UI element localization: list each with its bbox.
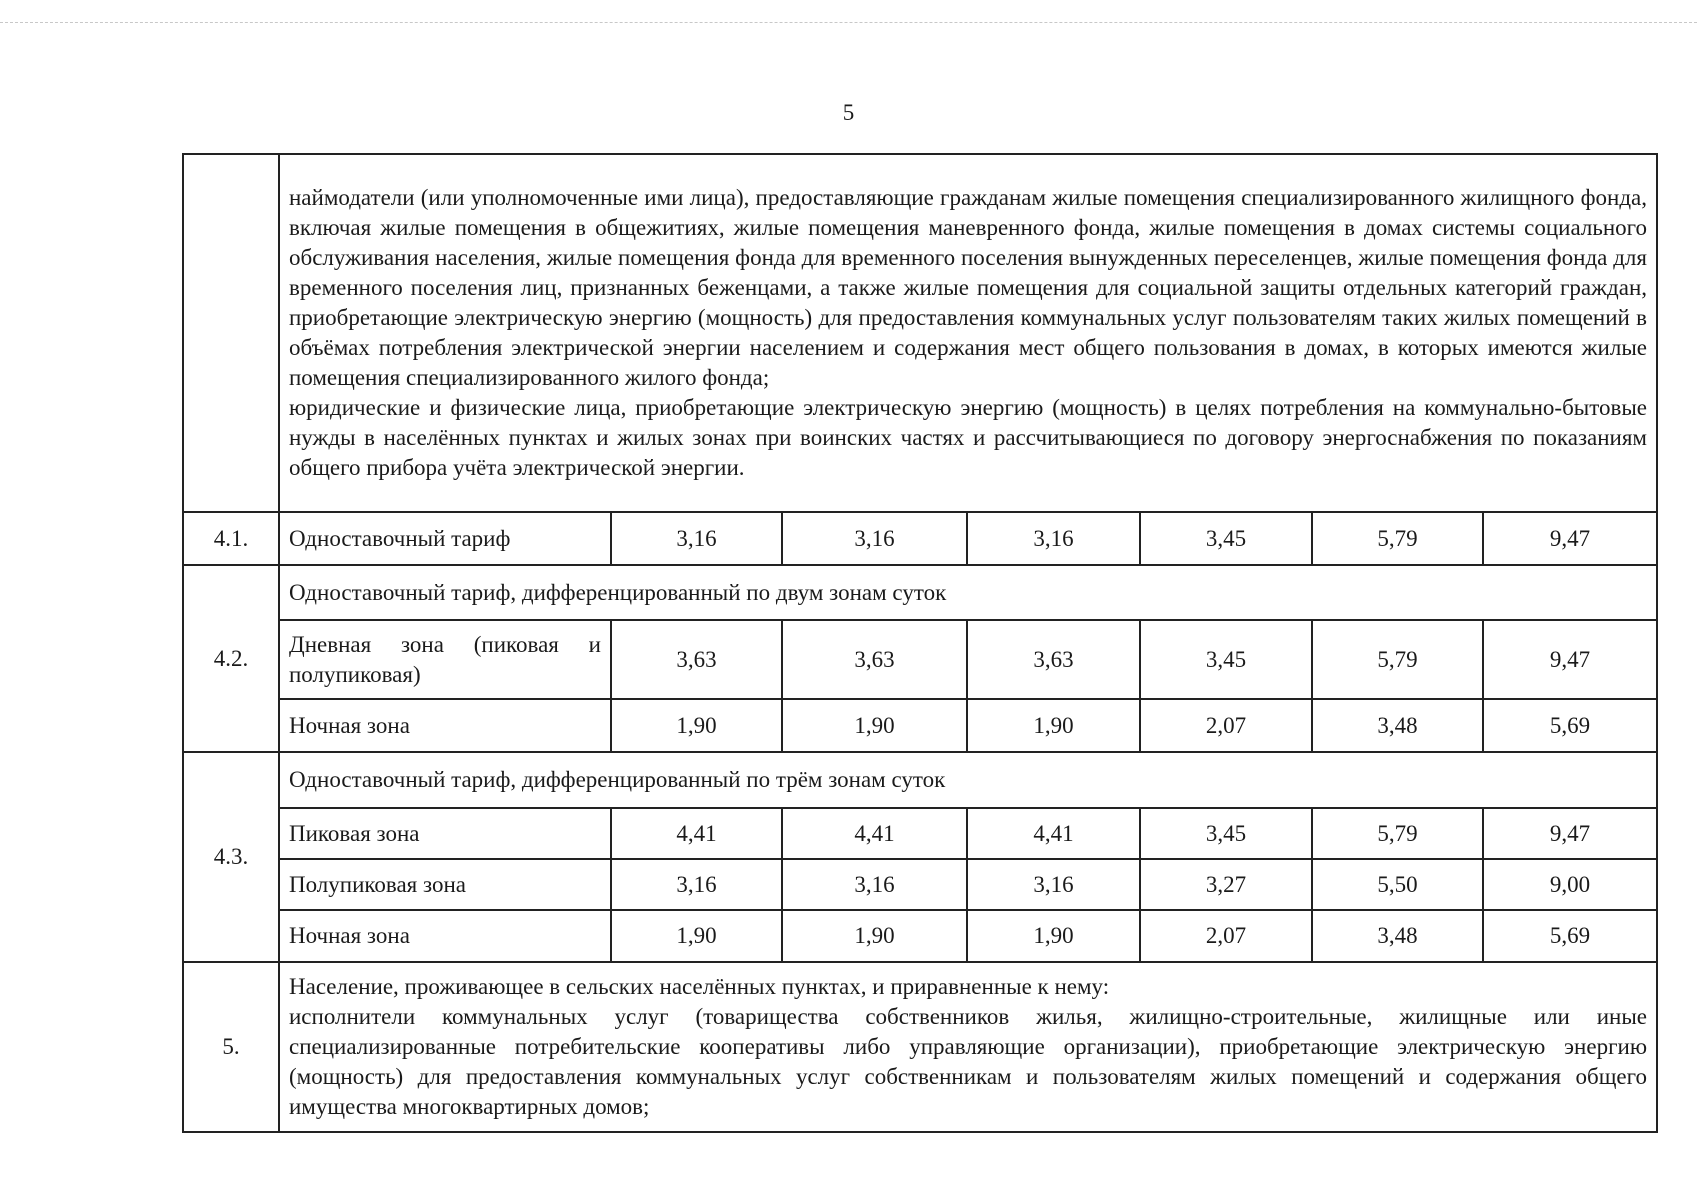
value-cell: 3,63 xyxy=(782,620,967,699)
value-cell: 1,90 xyxy=(782,699,967,752)
row-number: 4.2. xyxy=(183,565,279,752)
value-cell: 3,16 xyxy=(782,859,967,910)
page-number: 5 xyxy=(842,100,855,125)
row-5-paragraph-2: исполнители коммунальных услуг (товарищества собственников жилья, жилищно-строительные, жилищные или иные специализированные потребительские кооперативы либо управляющие организации), приобретающие электрическую энергию (мощность) для предоставления коммунальных услуг собственникам и пользователям жилых помещений и содержания общего имущества многоквартирных домов; xyxy=(289,1004,1647,1119)
value-cell: 2,07 xyxy=(1140,699,1312,752)
value-cell: 3,16 xyxy=(782,512,967,565)
table-row-5 xyxy=(183,962,1657,1132)
table-row-4-2-header xyxy=(183,565,1657,620)
value-cell: 5,79 xyxy=(1312,620,1483,699)
row-label: Полупиковая зона xyxy=(279,859,611,910)
value-cell: 9,47 xyxy=(1483,808,1657,859)
table-row-4-3-header xyxy=(183,752,1657,808)
row-number: 4.1. xyxy=(183,512,279,565)
value-cell: 3,27 xyxy=(1140,859,1312,910)
intro-paragraph-1: наймодатели (или уполномоченные ими лица), предоставляющие гражданам жилые помещения специализированного жилищного фонда, включая жилые помещения в общежитиях, жилые помещения маневренного фонда, жилые помещения в домах системы социального обслуживания населения, жилые помещения фонда для временного поселения вынужденных переселенцев, жилые помещения фонда для временного поселения лиц, признанных беженцами, а также жилые помещения для социальной защиты отдельных категорий граждан, приобретающие электрическую энергию (мощность) для предоставления коммунальных услуг пользователям таких жилых помещений в объёмах потребления электрической энергии населением и содержания мест общего пользования в домах, в которых имеются жилые помещения специализированного жилого фонда; xyxy=(289,185,1647,390)
value-cell: 3,45 xyxy=(1140,620,1312,699)
value-cell: 4,41 xyxy=(782,808,967,859)
value-cell: 5,79 xyxy=(1312,808,1483,859)
table-row-4-3-semipeak xyxy=(183,859,1657,910)
value-cell: 4,41 xyxy=(611,808,782,859)
value-cell: 3,63 xyxy=(967,620,1140,699)
row-label: Одноставочный тариф xyxy=(279,512,611,565)
value-cell: 3,45 xyxy=(1140,808,1312,859)
value-cell: 4,41 xyxy=(967,808,1140,859)
scan-edge-line xyxy=(0,22,1697,23)
table-row-4-3-night xyxy=(183,910,1657,962)
table-row-4-2-night xyxy=(183,699,1657,752)
value-cell: 5,79 xyxy=(1312,512,1483,565)
row-number: 5. xyxy=(183,962,279,1132)
cell-intro-num xyxy=(183,154,279,512)
value-cell: 1,90 xyxy=(967,910,1140,962)
row-label: Пиковая зона xyxy=(279,808,611,859)
row-label: Ночная зона xyxy=(279,699,611,752)
value-cell: 3,16 xyxy=(611,859,782,910)
value-cell: 5,50 xyxy=(1312,859,1483,910)
value-cell: 3,48 xyxy=(1312,699,1483,752)
value-cell: 1,90 xyxy=(611,699,782,752)
value-cell: 5,69 xyxy=(1483,910,1657,962)
table-row-4-1 xyxy=(183,512,1657,565)
value-cell: 2,07 xyxy=(1140,910,1312,962)
row-number: 4.3. xyxy=(183,752,279,962)
value-cell: 1,90 xyxy=(967,699,1140,752)
row-5-paragraph-1: Население, проживающее в сельских населённых пунктах, и приравненные к нему: xyxy=(289,974,1110,999)
value-cell: 3,63 xyxy=(611,620,782,699)
value-cell: 9,00 xyxy=(1483,859,1657,910)
table-row-intro xyxy=(183,154,1657,512)
intro-paragraph-2: юридические и физические лица, приобретающие электрическую энергию (мощность) в целях потребления на коммунально-бытовые нужды в населённых пунктах и жилых зонах при воинских частях и рассчитывающиеся по договору энергоснабжения по показаниям общего прибора учёта электрической энергии. xyxy=(289,395,1647,480)
table-row-4-3-peak xyxy=(183,808,1657,859)
value-cell: 3,48 xyxy=(1312,910,1483,962)
value-cell: 3,45 xyxy=(1140,512,1312,565)
value-cell: 1,90 xyxy=(611,910,782,962)
value-cell: 1,90 xyxy=(782,910,967,962)
value-cell: 3,16 xyxy=(611,512,782,565)
cell-row-5-text xyxy=(279,962,1657,1132)
value-cell: 9,47 xyxy=(1483,512,1657,565)
value-cell: 5,69 xyxy=(1483,699,1657,752)
value-cell: 9,47 xyxy=(1483,620,1657,699)
row-label: Ночная зона xyxy=(279,910,611,962)
cell-intro-text xyxy=(279,154,1657,512)
section-header: Одноставочный тариф, дифференцированный по трём зонам суток xyxy=(279,752,1657,808)
value-cell: 3,16 xyxy=(967,859,1140,910)
tariff-table xyxy=(182,153,1658,1133)
table-row-4-2-day xyxy=(183,620,1657,699)
row-label: Дневная зона (пиковая и полупиковая) xyxy=(279,620,611,699)
section-header: Одноставочный тариф, дифференцированный по двум зонам суток xyxy=(279,565,1657,620)
value-cell: 3,16 xyxy=(967,512,1140,565)
